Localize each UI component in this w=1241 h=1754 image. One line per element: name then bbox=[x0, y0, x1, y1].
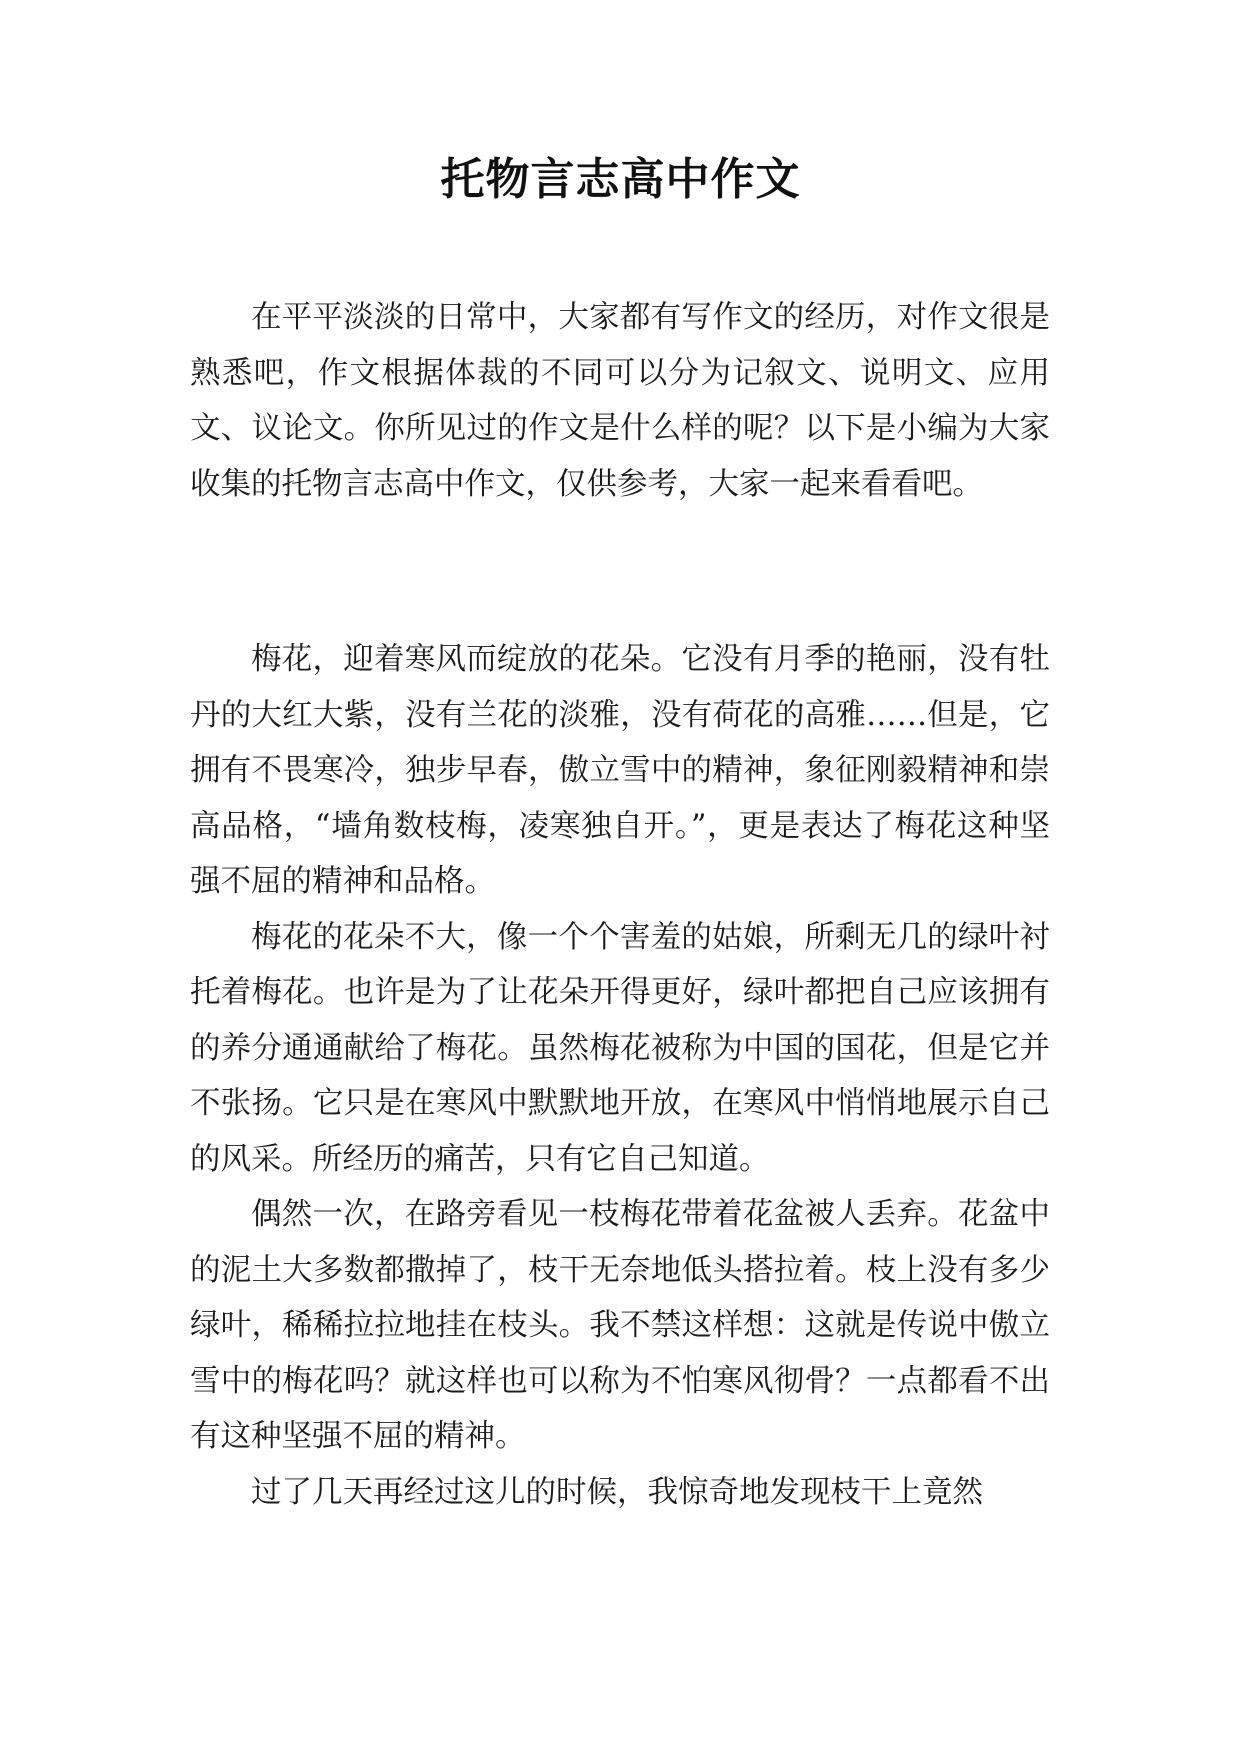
essay-paragraph-4: 过了几天再经过这儿的时候，我惊奇地发现枝干上竟然 bbox=[251, 1474, 983, 1510]
essay-paragraph-3: 偶然一次，在路旁看见一枝梅花带着花盆被人丢弃。花盆中的泥土大多数都撒掉了，枝干无奈地低头搭拉着。枝上没有多少绿叶，稀稀拉拉地挂在枝头。我不禁这样想：这就是传说中傲立雪中的梅花吗？就这样也可以称为不怕寒风彻骨？一点都看不出有这种坚强不屈的精神。 bbox=[190, 1197, 1050, 1454]
intro-section bbox=[190, 290, 1050, 512]
essay-paragraph-2: 梅花的花朵不大，像一个个害羞的姑娘，所剩无几的绿叶衬托着梅花。也许是为了让花朵开得更好，绿叶都把自己应该拥有的养分通通献给了梅花。虽然梅花被称为中国的国花，但是它并不张扬。它只是在寒风中默默地开放，在寒风中悄悄地展示自己的风采。所经历的痛苦，只有它自己知道。 bbox=[190, 919, 1050, 1177]
essay-paragraph-1: 梅花，迎着寒风而绽放的花朵。它没有月季的艳丽，没有牡丹的大红大紫，没有兰花的淡雅，没有荷花的高雅……但是，它拥有不畏寒冷，独步早春，傲立雪中的精神，象征刚毅精神和崇高品格，“墙角数枝梅，凌寒独自开。”，更是表达了梅花这种坚强不屈的精神和品格。 bbox=[190, 642, 1050, 899]
intro-paragraph: 在平平淡淡的日常中，大家都有写作文的经历，对作文很是熟悉吧，作文根据体裁的不同可以分为记叙文、说明文、应用文、议论文。你所见过的作文是什么样的呢？以下是小编为大家收集的托物言志高中作文，仅供参考，大家一起来看看吧。 bbox=[190, 300, 1050, 502]
essay-body bbox=[190, 632, 1050, 1520]
page-title: 托物言志高中作文 bbox=[440, 154, 801, 205]
